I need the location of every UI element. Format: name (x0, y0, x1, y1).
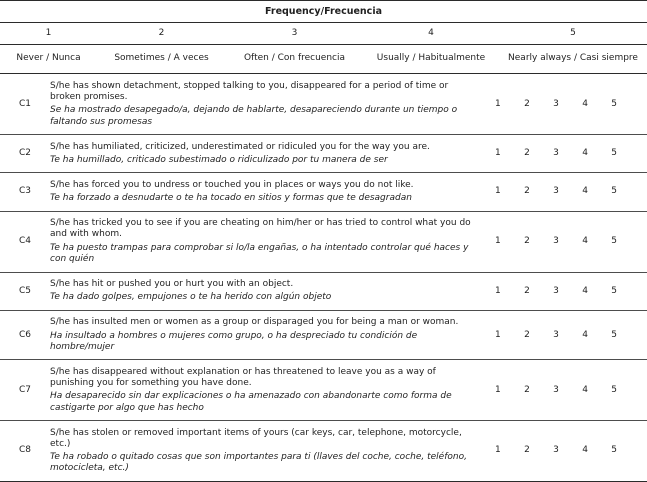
rating-option: 3 (553, 445, 559, 456)
rating-option: 3 (553, 186, 559, 197)
rating-scale (481, 148, 621, 159)
item-text-spanish: Te ha puesto trampas para comprobar si lo/la engañas, o ha intentado controlar qué haces y con quién (50, 242, 469, 264)
scale-number: 3 (291, 27, 298, 38)
rating-option: 5 (611, 384, 617, 395)
item-row-c6 (0, 311, 647, 361)
item-code: C7 (18, 384, 31, 395)
rating-option: 2 (524, 236, 530, 247)
rating-option: 1 (495, 445, 501, 456)
rating-option: 3 (553, 236, 559, 247)
rating-option: 3 (553, 285, 559, 296)
rating-option: 5 (611, 445, 617, 456)
item-text (50, 279, 481, 304)
rating-option: 4 (582, 236, 588, 247)
rating-option: 1 (495, 285, 501, 296)
item-text-english: S/he has disappeared without explanation or has threatened to leave you as a way of punishing you for something you have done. (50, 366, 436, 389)
rating-option: 1 (495, 186, 501, 197)
items-list (0, 74, 647, 481)
item-text-spanish: Te ha humillado, criticado subestimado o ridiculizado por tu manera de ser (50, 154, 388, 165)
rating-option: 5 (611, 329, 617, 340)
item-text (50, 142, 481, 167)
rating-option: 1 (495, 384, 501, 395)
rating-scale (481, 286, 621, 297)
scale-number: 1 (45, 27, 52, 38)
item-text-english: S/he has tricked you to see if you are cheating on him/her or has tried to control what you do and with whom. (50, 218, 471, 240)
rating-option: 3 (553, 98, 559, 109)
item-text-english: S/he has hit or pushed you or hurt you with an object. (50, 278, 294, 289)
rating-option: 2 (524, 98, 530, 109)
item-text (50, 428, 481, 475)
item-row-c3 (0, 173, 647, 211)
rating-option: 2 (524, 445, 530, 456)
rating-option: 2 (524, 329, 530, 340)
item-row-c7 (0, 360, 647, 421)
rating-option: 2 (524, 384, 530, 395)
scale-number: 2 (158, 27, 165, 38)
rating-option: 3 (553, 384, 559, 395)
rating-option: 2 (524, 186, 530, 197)
rating-option: 5 (611, 98, 617, 109)
item-text-spanish: Ha insultado a hombres o mujeres como grupo, o ha despreciado tu condición de hombre/mujer (50, 330, 418, 352)
item-text-spanish: Ha desaparecido sin dar explicaciones o ha amenazado con abandonarte como forma de castigarte por algo que has hecho (50, 391, 452, 413)
rating-option: 4 (582, 98, 588, 109)
rating-scale (481, 330, 621, 341)
rating-scale (481, 236, 621, 247)
rating-option: 4 (582, 445, 588, 456)
scale-labels-row (0, 45, 647, 74)
scale-label: Sometimes / A veces (114, 53, 209, 64)
item-text-english: S/he has humiliated, criticized, underestimated or ridiculed you for the way you are. (50, 141, 430, 152)
item-text-spanish: Te ha forzado a desnudarte o te ha tocado en sitios y formas que te desagradan (50, 193, 412, 204)
item-code: C2 (18, 148, 31, 159)
rating-scale (481, 186, 621, 197)
rating-option: 4 (582, 285, 588, 296)
rating-option: 1 (495, 236, 501, 247)
scale-number: 4 (428, 27, 434, 38)
item-code: C3 (18, 186, 31, 197)
item-row-c4 (0, 212, 647, 273)
item-text (50, 218, 481, 265)
rating-option: 2 (524, 148, 530, 159)
item-text-english: S/he has forced you to undress or touched you in places or ways you do not like. (50, 179, 414, 190)
rating-option: 5 (611, 285, 617, 296)
rating-scale (481, 445, 621, 456)
rating-option: 5 (611, 148, 617, 159)
item-row-c1 (0, 74, 647, 135)
rating-option: 4 (582, 186, 588, 197)
rating-option: 3 (553, 329, 559, 340)
item-code: C1 (18, 98, 31, 109)
rating-scale (481, 99, 621, 110)
item-text (50, 81, 481, 128)
scale-label: Often / Con frecuencia (243, 53, 346, 64)
item-text-spanish: Se ha mostrado desapegado/a, dejando de hablarte, desapareciendo durante un tiempo o faltando sus promesas (50, 105, 458, 127)
rating-option: 4 (582, 148, 588, 159)
item-code: C6 (18, 329, 31, 340)
rating-option: 5 (611, 236, 617, 247)
item-text (50, 180, 481, 205)
item-text (50, 317, 481, 353)
rating-option: 1 (495, 98, 501, 109)
item-text-spanish: Te ha robado o quitado cosas que son importantes para ti (llaves del coche, coche, teléfono, motocicleta, etc.) (50, 452, 467, 474)
item-text-english: S/he has stolen or removed important items of yours (car keys, car, telephone, motorcycle, etc.) (50, 427, 462, 449)
rating-option: 1 (495, 329, 501, 340)
item-code: C8 (18, 445, 31, 456)
scale-numbers-row (0, 23, 647, 45)
item-text-english: S/he has shown detachment, stopped talking to you, disappeared for a period of time or broken promises. (50, 80, 449, 103)
rating-option: 1 (495, 148, 501, 159)
item-text-english: S/he has insulted men or women as a group or disparaged you for being a man or woman. (50, 317, 459, 328)
item-row-c5 (0, 273, 647, 311)
rating-option: 2 (524, 285, 530, 296)
rating-option: 3 (553, 148, 559, 159)
rating-option: 4 (582, 384, 588, 395)
table-title: Frequency/Frecuencia (0, 1, 647, 23)
item-row-c8 (0, 421, 647, 481)
item-code: C4 (18, 236, 31, 247)
item-row-c2 (0, 135, 647, 173)
scale-number: 5 (570, 27, 576, 38)
scale-label: Usually / Habitualmente (376, 53, 486, 64)
item-text-spanish: Te ha dado golpes, empujones o te ha herido con algún objeto (50, 292, 332, 303)
rating-option: 4 (582, 329, 588, 340)
item-code: C5 (18, 285, 31, 296)
rating-scale (481, 385, 621, 396)
rating-option: 5 (611, 186, 617, 197)
item-text (50, 367, 481, 414)
scale-label: Nearly always / Casi siempre (508, 53, 638, 64)
scale-label: Never / Nunca (16, 53, 81, 64)
